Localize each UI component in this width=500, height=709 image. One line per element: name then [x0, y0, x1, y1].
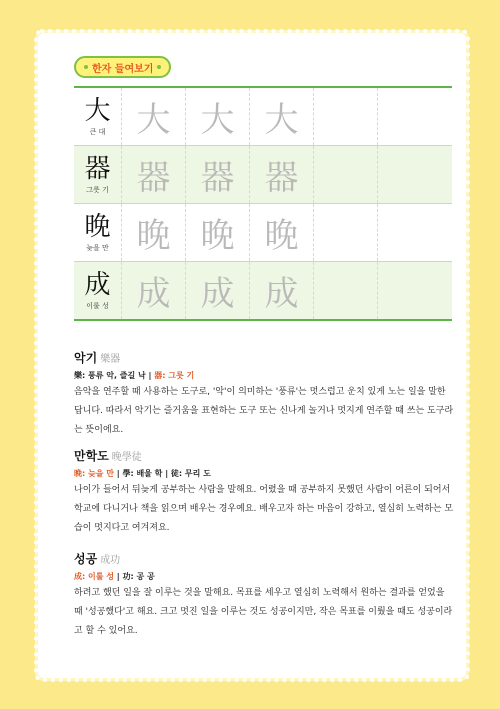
hanja-meaning: 이룰 성 — [86, 301, 109, 310]
trace-cell: 大 — [185, 88, 249, 145]
empty-cell — [377, 146, 441, 203]
trace-cell: 成 — [185, 262, 249, 319]
row-head — [74, 262, 121, 319]
trace-cell: 大 — [121, 88, 185, 145]
tag-dot-right — [157, 65, 161, 69]
vocab-body: 하려고 했던 일을 잘 이루는 것을 말해요. 목표를 세우고 열심히 노력해서 원하는 결과를 얻었을 때 '성공했다'고 해요. 크고 멋진 일을 이루는 것도 성공이지만, 작은 목표를 이뤘을 때도 성공이라고 할 수 있어요. — [74, 588, 453, 636]
trace-cell: 晚 — [185, 204, 249, 261]
row-head — [74, 88, 121, 145]
trace-cell: 成 — [121, 262, 185, 319]
vocab-title: 악기 樂器 — [74, 351, 121, 365]
practice-row — [74, 262, 452, 319]
hanja-meaning: 늦을 만 — [86, 243, 109, 252]
trace-cell: 晚 — [121, 204, 185, 261]
empty-cell — [313, 262, 377, 319]
vocab-meta: 成: 이룰 성 | 功: 공 공 — [74, 572, 155, 581]
vocab-section — [74, 349, 454, 440]
empty-cell — [313, 146, 377, 203]
vocab-body: 음악을 연주할 때 사용하는 도구로, '악'이 의미하는 '풍류'는 멋스럽고 운치 있게 노는 일을 말한답니다. 따라서 악기는 즐거움을 표현하는 도구 또는 신나게 놀거나 멋지게 연주할 때 쓰는 도구라는 뜻이에요. — [74, 387, 454, 435]
vocab-meta: 樂: 풍류 악, 즐길 낙 | 器: 그릇 기 — [74, 371, 195, 380]
row-head — [74, 204, 121, 261]
vocab-meta: 晚: 늦을 만 | 學: 배울 학 | 徒: 무리 도 — [74, 469, 211, 478]
highlight-char: 器: 그릇 기 — [154, 371, 195, 380]
vocab-title: 만학도 晚學徒 — [74, 449, 142, 463]
empty-cell — [377, 262, 441, 319]
hanja-practice-grid — [74, 86, 452, 321]
trace-cell: 大 — [249, 88, 313, 145]
empty-cell — [377, 204, 441, 261]
row-head — [74, 146, 121, 203]
vocab-hanja: 晚學徒 — [111, 452, 142, 463]
hanja-meaning: 큰 대 — [89, 127, 106, 136]
trace-cell: 器 — [249, 146, 313, 203]
hanja-char: 成 — [84, 269, 111, 300]
vocab-body: 나이가 들어서 뒤늦게 공부하는 사람을 말해요. 어렸을 때 공부하지 못했던 사람이 어른이 되어서 학교에 다니거나 책을 읽으며 배우는 경우예요. 배우고자 하는 마음이 강하고, 열심히 노력하는 모습이 멋지다고 여겨져요. — [74, 485, 454, 533]
vocab-title: 성공 成功 — [74, 552, 121, 566]
trace-cell: 器 — [121, 146, 185, 203]
trace-cell: 晚 — [249, 204, 313, 261]
practice-row — [74, 146, 452, 204]
practice-row — [74, 88, 452, 146]
trace-cell: 成 — [249, 262, 313, 319]
highlight-char: 晚: 늦을 만 — [74, 469, 114, 478]
empty-cell — [313, 204, 377, 261]
highlight-char: 成: 이룰 성 — [74, 572, 114, 581]
vocab-section — [74, 447, 454, 538]
hanja-char: 器 — [84, 153, 111, 184]
vocab-section — [74, 550, 454, 641]
empty-cell — [377, 88, 441, 145]
practice-row — [74, 204, 452, 262]
vocab-hanja: 樂器 — [100, 354, 121, 365]
tag-label: 한자 들여보기 — [92, 63, 154, 75]
hanja-meaning: 그릇 기 — [86, 185, 109, 194]
vocab-hanja: 成功 — [100, 555, 121, 566]
tag-dot-left — [84, 65, 88, 69]
empty-cell — [313, 88, 377, 145]
hanja-char: 晚 — [84, 211, 111, 242]
trace-cell: 器 — [185, 146, 249, 203]
worksheet-page — [38, 33, 466, 678]
hanja-char: 大 — [84, 95, 111, 126]
section-tag — [74, 56, 171, 78]
